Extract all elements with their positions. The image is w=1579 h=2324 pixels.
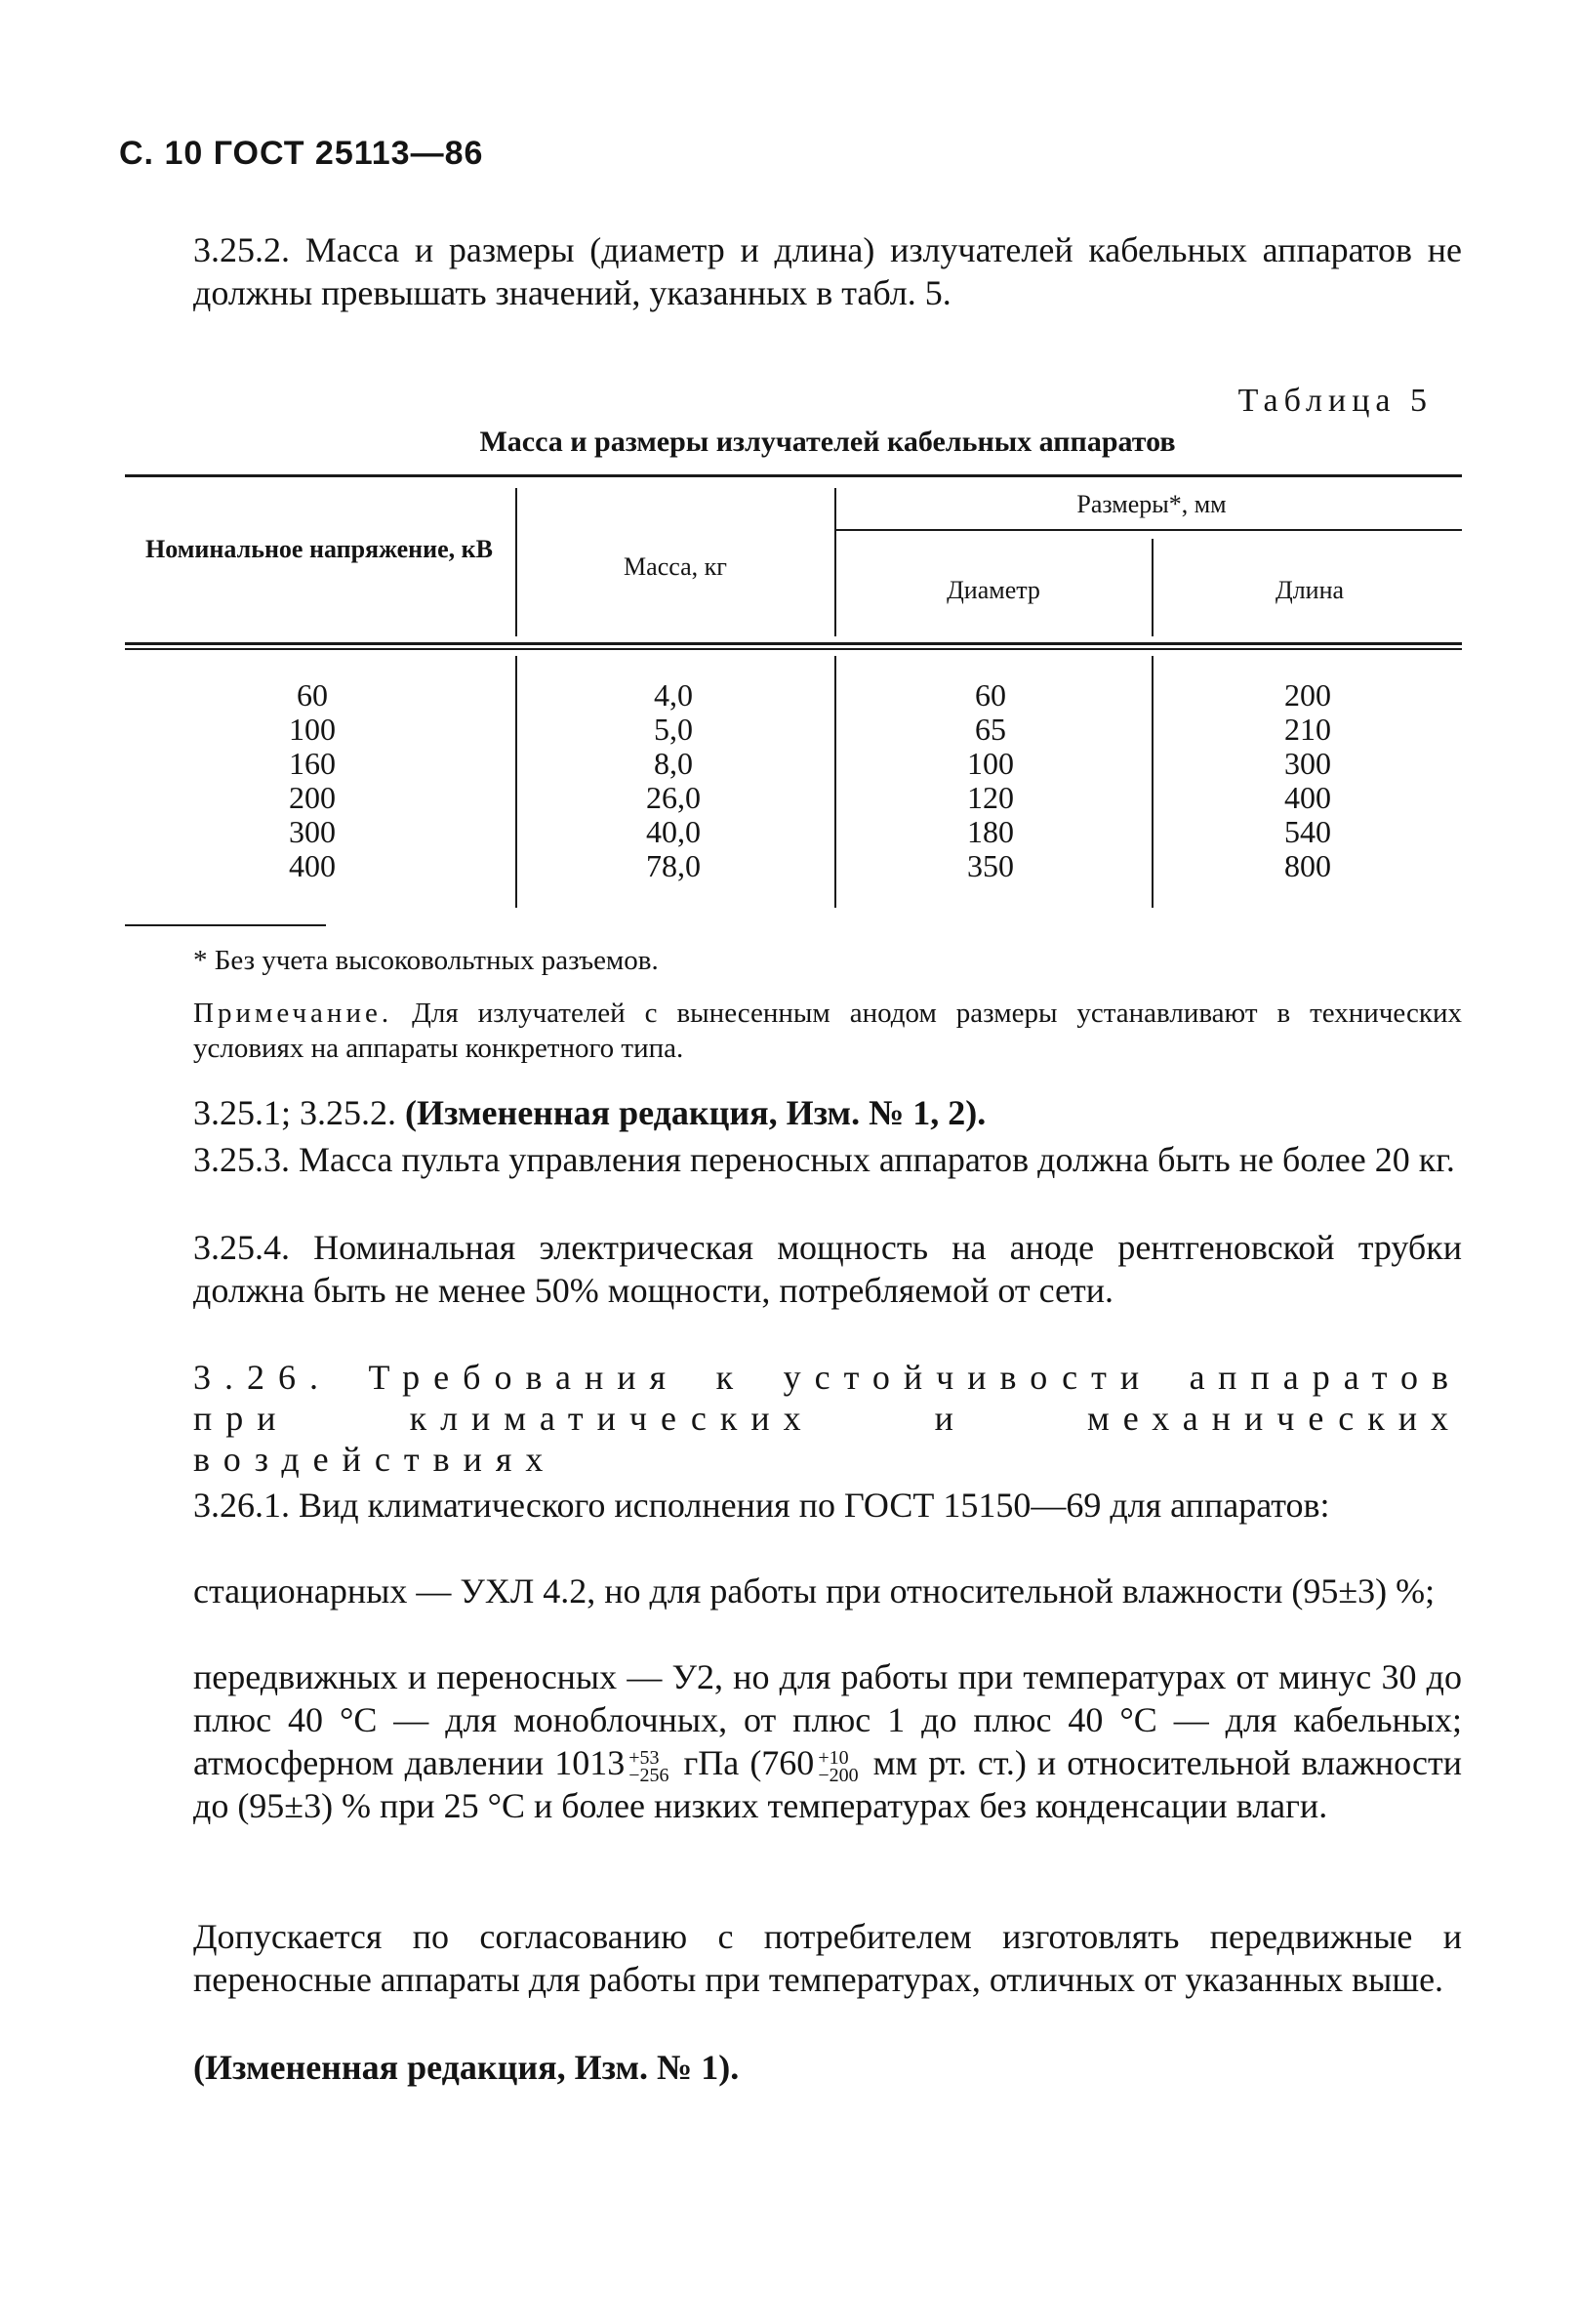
paragraph-3-25-3: 3.25.3. Масса пульта управления переносных аппаратов должна быть не более 20 кг. — [193, 1140, 1455, 1179]
table-cell: 200 — [289, 780, 336, 815]
dimensions-rule — [834, 529, 1462, 531]
table-cell: 40,0 — [646, 814, 701, 849]
pressure-tolerance-mmhg — [818, 1746, 859, 1786]
table-cell: 60 — [297, 677, 328, 713]
paragraph-allowed: Допускается по согласованию с потребителем изготовлять передвижные и переносные аппараты для работы при температурах, отличных от указанных выше. — [193, 1917, 1462, 1999]
column-mass — [576, 678, 771, 883]
tolerance-lower: −200 — [818, 1764, 859, 1786]
column-diameter — [893, 678, 1088, 883]
table-cell: 78,0 — [646, 848, 701, 883]
item-mobile-part-c: мм рт. ст.) и относительной влажности до (95±3) % при 25 °С и более низких температурах без конденсации влаги. — [193, 1743, 1463, 1825]
table-cell: 4,0 — [654, 677, 693, 713]
table-cell: 800 — [1284, 848, 1331, 883]
item-mobile-part-a: передвижных и переносных — У2, но для работы при температурах от минус 30 до плюс 40 °С — для моноблочных, от плюс 1 до плюс 40 °С — для кабельных; атмосферном давлении 1013 — [193, 1657, 1462, 1782]
header-voltage: Номинальное напряжение, кВ — [144, 535, 493, 563]
table-title: Масса и размеры излучателей кабельных аппаратов — [479, 426, 1176, 458]
paragraph-3-26-1: 3.26.1. Вид климатического исполнения по ГОСТ 15150—69 для аппаратов: — [193, 1486, 1330, 1525]
table-cell: 180 — [967, 814, 1014, 849]
table-cell: 100 — [967, 746, 1014, 781]
footnote-rule — [125, 924, 326, 926]
col-divider-1 — [515, 488, 517, 636]
col-divider-3-body — [1152, 656, 1154, 908]
table-cell: 65 — [975, 712, 1006, 747]
col-divider-3 — [1152, 539, 1154, 636]
table-note — [193, 996, 1462, 1066]
table-cell: 400 — [1284, 780, 1331, 815]
paragraph-3-25-2: 3.25.2. Масса и размеры (диаметр и длина) излучателей кабельных аппаратов не должны превышать значений, указанных в табл. 5. — [193, 230, 1462, 312]
item-mobile — [193, 1655, 1462, 1827]
col-divider-2-body — [834, 656, 836, 908]
amendment-ref: 3.25.1; 3.25.2. — [193, 1093, 397, 1132]
footnote: * Без учета высоковольтных разъемов. — [193, 945, 659, 976]
amendment-line-1 — [193, 1091, 1462, 1134]
table-cell: 200 — [1284, 677, 1331, 713]
tolerance-upper: +53 — [628, 1746, 660, 1769]
table-cell: 300 — [289, 814, 336, 849]
header-bottom-rule — [125, 642, 1462, 645]
header-length: Длина — [1275, 576, 1345, 604]
paragraph-3-25-4: 3.25.4. Номинальная электрическая мощность на аноде рентгеновской трубки должна быть не менее 50% мощности, потребляемой от сети. — [193, 1228, 1462, 1310]
col-divider-2 — [834, 488, 836, 636]
table-cell: 120 — [967, 780, 1014, 815]
tolerance-upper: +10 — [818, 1746, 849, 1769]
column-voltage — [195, 678, 429, 883]
table-top-rule — [125, 474, 1462, 477]
table-cell: 350 — [967, 848, 1014, 883]
table-cell: 400 — [289, 848, 336, 883]
table-cell: 8,0 — [654, 746, 693, 781]
table-cell: 100 — [289, 712, 336, 747]
col-divider-1-body — [515, 656, 517, 908]
amendment-text: (Измененная редакция, Изм. № 1, 2). — [405, 1093, 987, 1132]
table-cell: 5,0 — [654, 712, 693, 747]
header-mass: Масса, кг — [624, 552, 727, 581]
table-cell: 60 — [975, 677, 1006, 713]
paragraph-3-26: 3.26. Требования к устойчивости аппаратов при климатических и механических воздействиях — [193, 1358, 1462, 1479]
note-text: Для излучателей с вынесенным анодом размеры устанавливают в технических условиях на аппараты конкретного типа. — [193, 998, 1462, 1064]
table-number: Таблица 5 — [1237, 383, 1433, 419]
table-cell: 210 — [1284, 712, 1331, 747]
item-stationary: стационарных — УХЛ 4.2, но для работы при относительной влажности (95±3) %; — [193, 1571, 1436, 1610]
tolerance-lower: −256 — [628, 1764, 669, 1786]
header-bottom-rule-2 — [125, 648, 1462, 650]
table-cell: 26,0 — [646, 780, 701, 815]
note-label: Примечание. — [193, 998, 393, 1029]
header-diameter: Диаметр — [947, 576, 1040, 604]
pressure-tolerance-hpa — [628, 1746, 669, 1786]
item-mobile-part-b: гПа (760 — [683, 1743, 815, 1782]
amendment-line-2: (Измененная редакция, Изм. № 1). — [193, 2048, 740, 2087]
page-header: С. 10 ГОСТ 25113—86 — [119, 135, 484, 172]
table-cell: 160 — [289, 746, 336, 781]
header-dimensions: Размеры*, мм — [1076, 490, 1227, 518]
table-cell: 540 — [1284, 814, 1331, 849]
column-length — [1210, 678, 1405, 883]
table-cell: 300 — [1284, 746, 1331, 781]
